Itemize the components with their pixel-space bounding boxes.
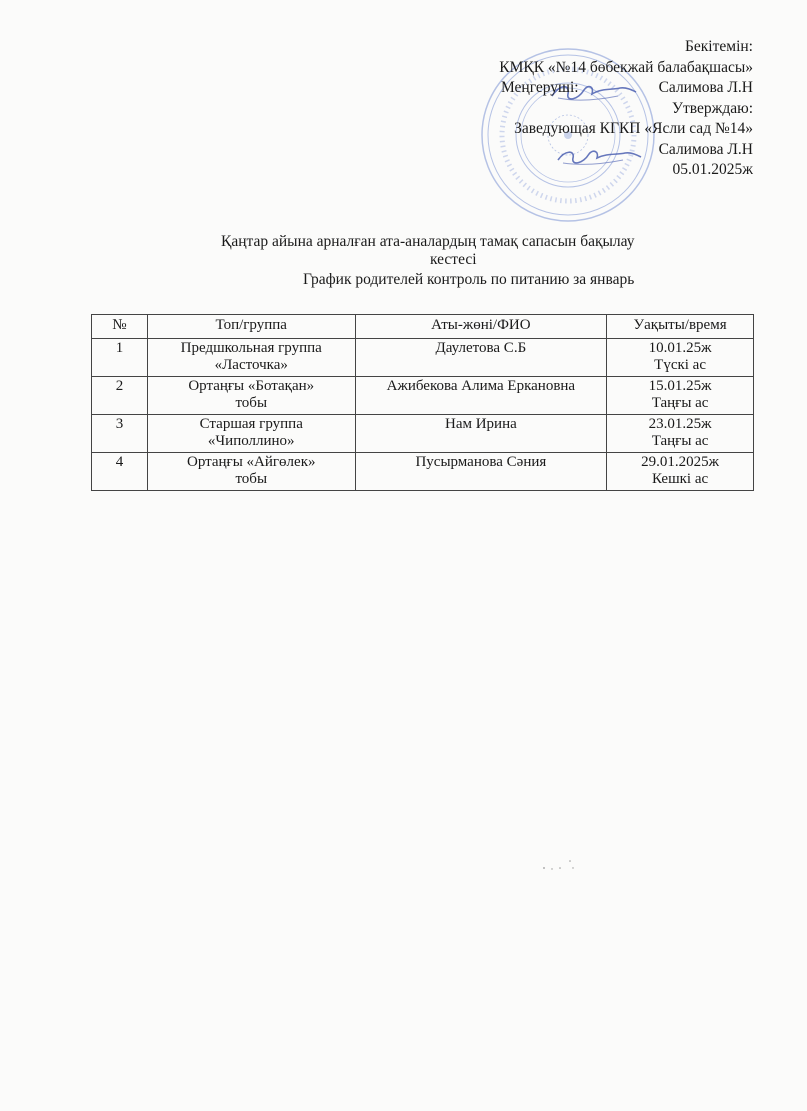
row-date: 29.01.2025ж [641, 454, 720, 470]
row-time [607, 453, 754, 491]
row-date: 23.01.25ж [648, 416, 712, 432]
table-row [92, 339, 754, 377]
approval-kz-org: КМҚК «№14 бөбекжай балабақшасы» [499, 58, 753, 76]
table-header-row [92, 315, 754, 339]
scan-specks [540, 858, 580, 872]
row-date: 10.01.25ж [648, 340, 712, 356]
schedule-table [91, 314, 754, 491]
approval-kz-label: Бекітемін: [685, 38, 753, 55]
row-number: 2 [92, 377, 148, 415]
header-name: Аты-жөні/ФИО [355, 315, 607, 339]
row-date: 15.01.25ж [648, 378, 712, 394]
row-time [607, 339, 754, 377]
row-meal: Таңғы ас [651, 433, 709, 449]
header-group: Топ/группа [147, 315, 355, 339]
approval-ru-head-name: Салимова Л.Н [658, 140, 753, 158]
row-time [607, 377, 754, 415]
approval-kz-head [499, 78, 753, 99]
table-row [92, 453, 754, 491]
group-line: Ортаңғы «Айгөлек» [187, 454, 316, 470]
row-meal: Кешкі ас [651, 471, 709, 487]
group-line: Старшая группа [199, 416, 303, 432]
group-line: тобы [235, 471, 268, 487]
group-line: Ортаңғы «Ботақан» [188, 378, 315, 394]
group-line: «Чиполлино» [207, 433, 295, 449]
table-row [92, 415, 754, 453]
header-number: № [92, 315, 148, 339]
row-time [607, 415, 754, 453]
approval-ru-label: Утверждаю: [672, 99, 753, 117]
row-name: Ажибекова Алима Еркановна [355, 377, 607, 415]
row-number: 1 [92, 339, 148, 377]
title-kz-line2: кестесі [430, 251, 477, 268]
row-number: 4 [92, 453, 148, 491]
row-group [147, 377, 355, 415]
approval-ru-org: Заведующая КГКП «Ясли сад №14» [514, 120, 753, 137]
row-group [147, 415, 355, 453]
header-time: Уақыты/время [607, 315, 754, 339]
row-name: Пусырманова Сәния [355, 453, 607, 491]
row-number: 3 [92, 415, 148, 453]
approval-kz-head-name: Салимова Л.Н [658, 79, 753, 96]
row-name: Даулетова С.Б [355, 339, 607, 377]
title-ru: График родителей контроль по питанию за январь [303, 271, 635, 288]
group-line: Предшкольная группа [180, 340, 322, 356]
table-row [92, 377, 754, 415]
approval-date: 05.01.2025ж [672, 161, 753, 178]
row-meal: Таңғы ас [651, 395, 709, 411]
approval-block [499, 37, 753, 181]
group-line: тобы [235, 395, 268, 411]
row-group [147, 453, 355, 491]
row-name: Нам Ирина [355, 415, 607, 453]
row-group [147, 339, 355, 377]
group-line: «Ласточка» [214, 357, 288, 373]
title-kz-line1: Қаңтар айына арналған ата-аналардың тамақ сапасын бақылау [221, 233, 635, 250]
row-meal: Түскі ас [654, 357, 706, 373]
approval-kz-head-label: Меңгеруші: [500, 79, 579, 96]
